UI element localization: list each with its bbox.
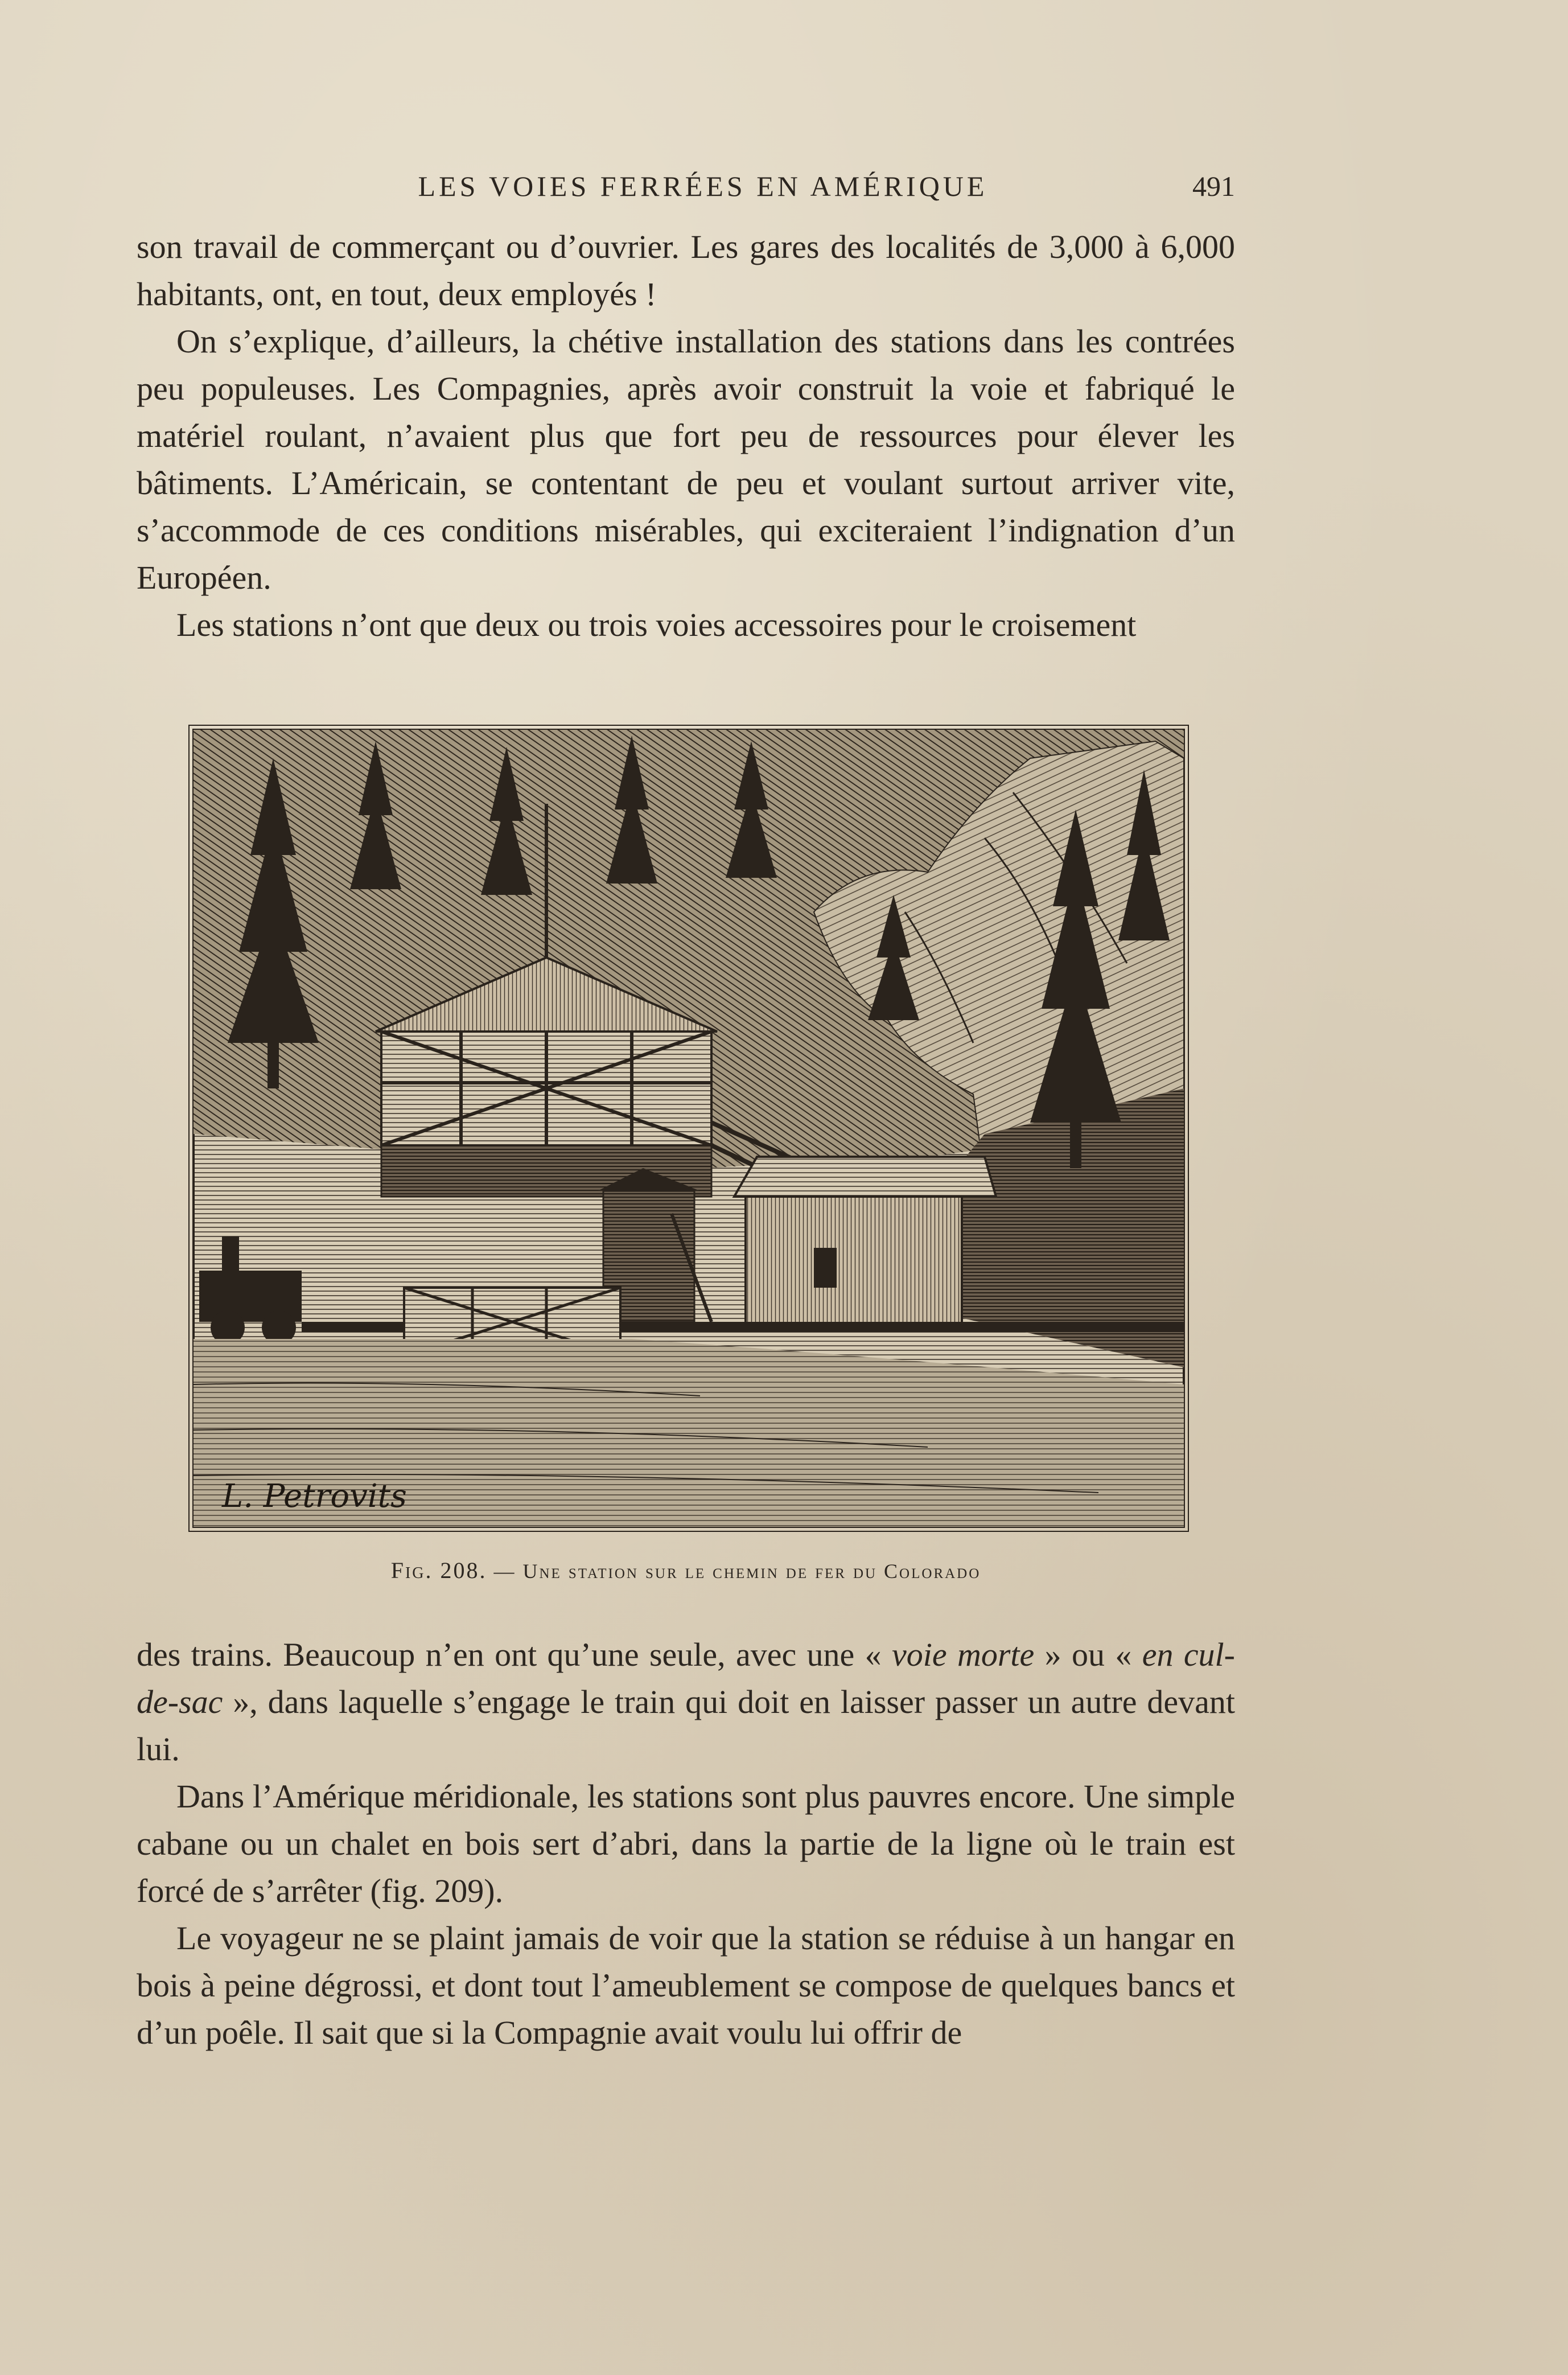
running-head [137, 166, 1235, 212]
text-run: », dans laquelle s’engage le train qui doit en laisser passer un autre devant lui. [137, 1683, 1235, 1768]
text-run: » ou « [1034, 1636, 1142, 1673]
paragraph: Les stations n’ont que deux ou trois voies accessoires pour le croisement [176, 606, 1137, 643]
text-block-bottom [137, 1631, 1235, 2056]
page-number: 491 [1192, 170, 1235, 202]
station-engraving [188, 724, 1190, 1532]
engraver-signature: L. Petrovits [222, 1478, 407, 1515]
station-house [734, 1157, 996, 1328]
figure-caption [137, 1557, 1235, 1584]
paragraph: Le voyageur ne se plaint jamais de voir que la station se réduise à un hangar en bois à peine dégrossi, et dont tout l’ameublement se compose de quelques bancs et d’un poêle. Il sait que si la Compagnie avait voulu lui offrir de [137, 1920, 1235, 2051]
paragraph: On s’explique, d’ailleurs, la chétive installation des stations dans les contrées peu populeuses. Les Compagnies, après avoir construit la voie et fabriqué le matériel roulant, n’avaient plus que fort peu de ressources pour élever les bâtiments. L’Américain, se contentant de peu et voulant surtout arriver vite, s’accommode de ces conditions misérables, qui exciteraient l’indignation d’un Européen. [137, 323, 1235, 596]
caption-text: — Une station sur le chemin de fer du Colorado [493, 1560, 981, 1583]
text-run: des trains. Beaucoup n’en ont qu’une seule, avec une « [137, 1636, 892, 1673]
running-title: LES VOIES FERRÉES EN AMÉRIQUE [418, 170, 988, 202]
paragraph: son travail de commerçant ou d’ouvrier. Les gares des localités de 3,000 à 6,000 habitants, ont, en tout, deux employés ! [137, 228, 1235, 313]
italic-term: en cul-de-sac [137, 1636, 1235, 1720]
paragraph [137, 1631, 1235, 1773]
caption-label: Fig. 208. [390, 1558, 487, 1583]
paragraph: Dans l’Amérique méridionale, les stations sont plus pauvres encore. Une simple cabane ou un chalet en bois sert d’abri, dans la partie de la ligne où le train est forcé de s’arrêter (fig. 209). [137, 1778, 1235, 1909]
engraving-figure [188, 724, 1190, 1532]
italic-term: voie morte [892, 1636, 1035, 1673]
text-block-top [137, 223, 1235, 648]
